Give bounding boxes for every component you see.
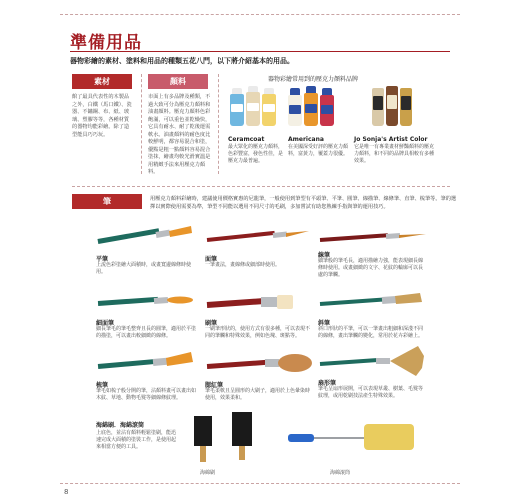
brand-desc-josonja: 它是唯一有專業畫材鮮豔顏料的壓克力顏料，和不同的品牌具相較有多種效果。: [354, 144, 435, 164]
paint-divider: [218, 74, 219, 174]
brush-name-mop: 腮紅筆: [205, 382, 224, 389]
brush-name-flat: 平筆: [96, 256, 109, 263]
paint-tag: 顏料: [148, 74, 208, 89]
stencil-brush-image: [205, 280, 315, 316]
section-divider: [72, 186, 450, 187]
brush-name-fine-round: 細面筆: [96, 320, 115, 327]
page-subtitle: 器物彩繪的素材、塗料和用品的種類五花八門，以下將介紹基本的用品。: [70, 57, 294, 65]
brush-tag: 筆: [72, 194, 142, 209]
brush-desc-fine-round: 細長筆毛的筆毛整齊且長的圓筆，適用於平塗的描塗，可以畫出較細緻的線條。: [96, 326, 197, 339]
material-divider: [141, 74, 142, 174]
title-underline: [70, 51, 450, 52]
flat-brush-image: [96, 224, 196, 250]
liner-brush-image: [318, 224, 428, 250]
brush-name-angle: 斜筆: [318, 320, 331, 327]
material-tag: 素材: [72, 74, 132, 89]
sponge-tools-desc: 上底色，並沾有顏料輕鬆塗刷，能迅速完成大面積的塗裝工作，是使用起來相當方便的工具。: [96, 430, 177, 450]
brush-intro-text: 用壓克力顏料彩繪時，建議使用價格實惠的尼龍筆，一般使用到筆型有平頭筆、平筆、圓筆、線描筆、線條筆、直筆、梳筆等。筆的選擇以實際使用需要為準，筆型不同能以選用不同尺寸的毛刷，多加嘗試有助您熟練手指與筆的運用技巧。: [150, 196, 457, 210]
brand-desc-americana: 在美國深受好評的壓克力顏料，富黃力，覆蓋力很優。: [288, 144, 349, 157]
material-text: 館了最具代表性的木製品之外，白鐵（馬口鐵）、瓷器、不鏽鋼、布、紙、玻璃、塑膠等等，各種材質的器物均能彩繪。除了造型能具巧巧玩。: [72, 94, 132, 138]
rake-brush-image: [318, 288, 428, 314]
brush-name-fan: 扇形筆: [318, 380, 337, 387]
sponge-roller-label: 海綿滾筒: [330, 470, 351, 476]
sponge-tools-name: 海綿刷．海綿滾筒: [96, 422, 145, 429]
brush-desc-liner: 細筆般的筆毛長，適用描繪力強，能表現細長線條時使用。或畫細緻的文字、花紋的輪廓可以長處的筆觸。: [318, 258, 424, 278]
paint-brands-title: 器物彩繪常用到的壓克力顏料品牌: [268, 76, 359, 83]
fan-brush-image: [318, 344, 428, 376]
page-title: 準備用品: [70, 33, 142, 53]
brush-desc-round: 一筆畫法，畫線條或細部時使用。: [205, 262, 281, 268]
sponge-roller-image: [286, 414, 436, 458]
brush-desc-mop: 筆毛柔軟且呈圓形的大刷子，適用於上色暈染時使用，效果柔和。: [205, 388, 311, 401]
brush-name-brush: 刷筆: [205, 320, 218, 327]
page-number: 8: [64, 488, 69, 496]
round-brush-image: [205, 224, 315, 250]
brand-name-americana: Americana: [288, 136, 324, 143]
brush-desc-flat: 上流色彩塗繪大面積時，或畫寬邊線條時使用。: [96, 262, 192, 275]
brush-name-liner: 線筆: [318, 252, 331, 259]
brand-name-ceramcoat: Ceramcoat: [228, 136, 265, 143]
brush-desc-angle: 斜口形狀的平筆，可以一筆畫出粗細和深淺不同的線條，畫出筆觸的變化，常用於花卉彩繪上。: [318, 326, 424, 339]
sponge-brush-image: [186, 410, 286, 466]
brush-desc-comb: 筆毛如梳子般分開的筆，沾顏料畫可以畫出如木紋、草地、動物毛髮等細線條紋理。: [96, 388, 197, 401]
brand-name-josonja: Jo Sonja's Artist Color: [354, 136, 428, 143]
brush-desc-fan: 筆毛呈扇形展開，可以表現草叢、樹葉、毛髮等紋理，或用乾刷技法產生特殊效果。: [318, 386, 424, 399]
filbert-brush-image: [96, 288, 196, 314]
brush-name-comb: 梳筆: [96, 382, 109, 389]
mop-brush-image: [205, 346, 315, 376]
brush-name-round: 面筆: [205, 256, 218, 263]
sponge-brush-label: 海綿刷: [200, 470, 216, 476]
brush-desc-brush: 一刷筆形狀的，使用方式有很多種，可以表現不同的筆觸和特殊效果，例如色塊、斑點等。: [205, 326, 311, 339]
brand-desc-ceramcoat: 最大眾化的壓克力顏料，色彩豐富，發色性佳，是壓克力最普遍。: [228, 144, 284, 164]
top-dashed-rule: [60, 14, 460, 15]
paint-text: 市面上有多品牌及種類，不過大致可分為壓克力顏料和油畫顏料。壓克力顏料色彩飽滿，可以重色並乾燥快，它具有耐水、耐了乾後運需軟水。油畫顏料的耐色度比較鮮明，都容易混合和塗，優點是粗一點顏料容易混合塗抹，繪畫均較光滑實溫是用精緻手法來用壓克力顏料。: [148, 94, 211, 175]
bottom-dashed-rule: [60, 483, 460, 484]
comb-brush-image: [96, 350, 196, 376]
